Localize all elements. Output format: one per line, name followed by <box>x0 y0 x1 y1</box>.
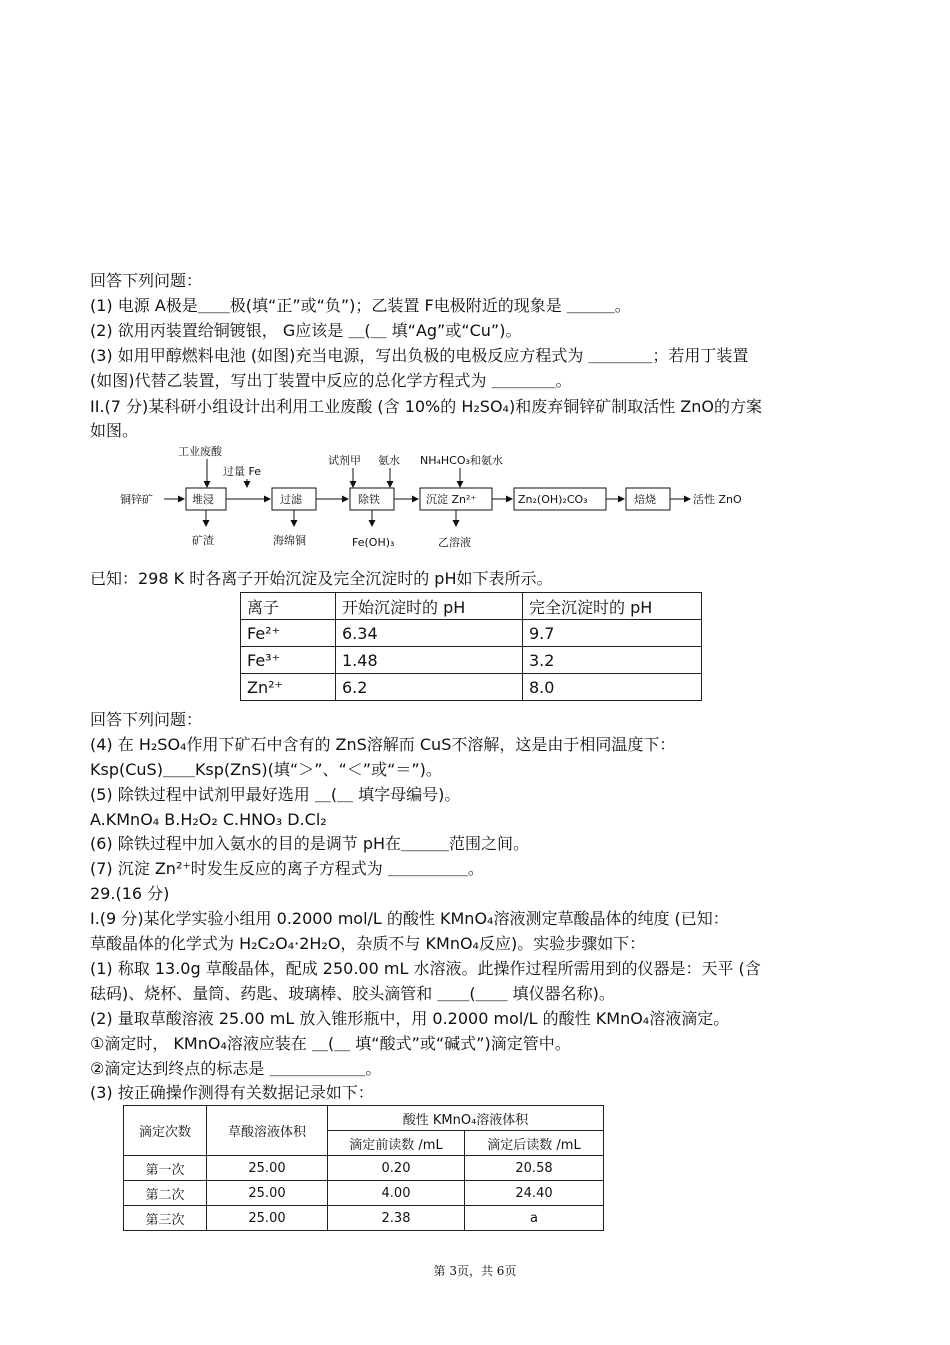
table-row <box>124 1206 604 1231</box>
table-header-row <box>124 1106 604 1131</box>
table-cell: 25.00 <box>207 1156 328 1181</box>
section-29: 29.(16 分) <box>90 884 170 903</box>
table-cell: a <box>465 1206 604 1231</box>
question-29-2b: ②滴定达到终点的标志是 ＿＿＿＿＿＿。 <box>90 1059 382 1078</box>
step-filter: 过滤 <box>280 493 302 506</box>
table-row <box>124 1156 604 1181</box>
table-cell: Zn²⁺ <box>241 674 336 701</box>
question-4: (4) 在 H₂SO₄作用下矿石中含有的 ZnS溶解而 CuS不溶解，这是由于相同温度下： <box>90 735 676 754</box>
section-ii: II.(7 分)某科研小组设计出利用工业废酸 (含 10%的 H₂SO₄)和废弃铜锌矿制取活性 ZnO的方案 <box>90 397 762 416</box>
question-3: (3) 如用甲醇燃料电池 (如图)充当电源，写出负极的电极反应方程式为 ＿＿＿＿；若用丁装置 <box>90 346 749 365</box>
known-line: 已知：298 K 时各离子开始沉淀及完全沉淀时的 pH如下表所示。 <box>90 569 553 588</box>
input-fe: 过量 Fe <box>223 465 261 478</box>
table-cell: 第三次 <box>124 1206 207 1231</box>
table-cell: 6.34 <box>336 620 523 647</box>
step-precipitate: 沉淀 Zn²⁺ <box>426 493 477 506</box>
table-cell: 20.58 <box>465 1156 604 1181</box>
table-header: 滴定后读数 /mL <box>465 1131 604 1156</box>
end-zno: 活性 ZnO <box>693 493 742 506</box>
output-solution-b: 乙溶液 <box>438 536 471 549</box>
question-1: (1) 电源 A极是＿＿极(填“正”或“负”)；乙装置 F电极附近的现象是 ＿＿＿。 <box>90 296 631 315</box>
table-row <box>124 1181 604 1206</box>
question-29-1-cont: 砝码)、烧杯、量筒、药匙、玻璃棒、胶头滴管和 ＿＿(＿＿ 填仪器名称)。 <box>90 984 615 1003</box>
table-cell: 6.2 <box>336 674 523 701</box>
output-sponge-copper: 海绵铜 <box>273 534 306 547</box>
input-reagent-a: 试剂甲 <box>328 454 361 467</box>
table-cell: 24.40 <box>465 1181 604 1206</box>
question-29-2a: ①滴定时， KMnO₄溶液应装在 ＿(＿ 填“酸式”或“碱式”)滴定管中。 <box>90 1034 571 1053</box>
step-roast: 焙烧 <box>634 493 656 506</box>
section-ii-cont: 如图。 <box>90 421 139 440</box>
section-29-i-cont: 草酸晶体的化学式为 H₂C₂O₄·2H₂O，杂质不与 KMnO₄反应)。实验步骤如下： <box>90 934 646 953</box>
question-29-2: (2) 量取草酸溶液 25.00 mL 放入锥形瓶中，用 0.2000 mol/L 的酸性 KMnO₄溶液滴定。 <box>90 1009 730 1028</box>
table-cell: 第二次 <box>124 1181 207 1206</box>
table-cell: 0.20 <box>328 1156 465 1181</box>
question-7: (7) 沉淀 Zn²⁺时发生反应的离子方程式为 ＿＿＿＿＿。 <box>90 859 484 878</box>
table-cell: 9.7 <box>523 620 702 647</box>
question-6: (6) 除铁过程中加入氨水的目的是调节 pH在＿＿＿范围之间。 <box>90 834 530 853</box>
question-2: (2) 欲用丙装置给铜镀银， G应该是 ＿(＿ 填“Ag”或“Cu”)。 <box>90 321 522 340</box>
process-flow-diagram <box>120 442 770 554</box>
question-29-3: (3) 按正确操作测得有关数据记录如下： <box>90 1083 374 1102</box>
table-row <box>241 647 702 674</box>
table-header: 开始沉淀时的 pH <box>336 593 523 620</box>
question-4-cont: Ksp(CuS)＿＿Ksp(ZnS)(填“＞”、“＜”或“＝”)。 <box>90 760 442 779</box>
ph-table <box>240 592 702 701</box>
table-cell: Fe³⁺ <box>241 647 336 674</box>
section-29-i: I.(9 分)某化学实验小组用 0.2000 mol/L 的酸性 KMnO₄溶液测定草酸晶体的纯度 (已知： <box>90 909 729 928</box>
table-header-row <box>241 593 702 620</box>
text-line: 回答下列问题： <box>90 271 203 290</box>
table-cell: 第一次 <box>124 1156 207 1181</box>
step-basic-carbonate: Zn₂(OH)₂CO₃ <box>518 493 588 506</box>
page-footer: 第 3页，共 6页 <box>433 1264 517 1278</box>
input-waste-acid: 工业废酸 <box>178 445 222 458</box>
table-cell: 1.48 <box>336 647 523 674</box>
input-nh4hco3: NH₄HCO₃和氨水 <box>420 454 503 467</box>
table-header: 滴定前读数 /mL <box>328 1131 465 1156</box>
start-ore: 铜锌矿 <box>120 493 153 506</box>
question-5: (5) 除铁过程中试剂甲最好选用 ＿(＿ 填字母编号)。 <box>90 785 461 804</box>
output-feoh3: Fe(OH)₃ <box>352 536 395 549</box>
titration-table <box>123 1105 604 1231</box>
table-cell: 25.00 <box>207 1206 328 1231</box>
table-cell: Fe²⁺ <box>241 620 336 647</box>
question-29-1: (1) 称取 13.0g 草酸晶体，配成 250.00 mL 水溶液。此操作过程所需用到的仪器是：天平 (含 <box>90 959 761 978</box>
table-header: 滴定次数 <box>124 1106 207 1156</box>
table-cell: 4.00 <box>328 1181 465 1206</box>
table-row <box>241 674 702 701</box>
output-residue: 矿渣 <box>192 534 214 547</box>
table-cell: 3.2 <box>523 647 702 674</box>
table-header: 完全沉淀时的 pH <box>523 593 702 620</box>
question-5-options: A.KMnO₄ B.H₂O₂ C.HNO₃ D.Cl₂ <box>90 810 327 829</box>
table-cell: 2.38 <box>328 1206 465 1231</box>
table-cell: 25.00 <box>207 1181 328 1206</box>
text-line: 回答下列问题： <box>90 710 203 729</box>
table-row <box>241 620 702 647</box>
step-leach: 堆浸 <box>192 493 214 506</box>
step-remove-iron: 除铁 <box>358 493 380 506</box>
question-3-cont: (如图)代替乙装置，写出丁装置中反应的总化学方程式为 ＿＿＿＿。 <box>90 371 572 390</box>
table-header: 草酸溶液体积 <box>207 1106 328 1156</box>
table-header: 离子 <box>241 593 336 620</box>
input-ammonia: 氨水 <box>378 454 400 467</box>
table-cell: 8.0 <box>523 674 702 701</box>
table-header: 酸性 KMnO₄溶液体积 <box>328 1106 604 1131</box>
